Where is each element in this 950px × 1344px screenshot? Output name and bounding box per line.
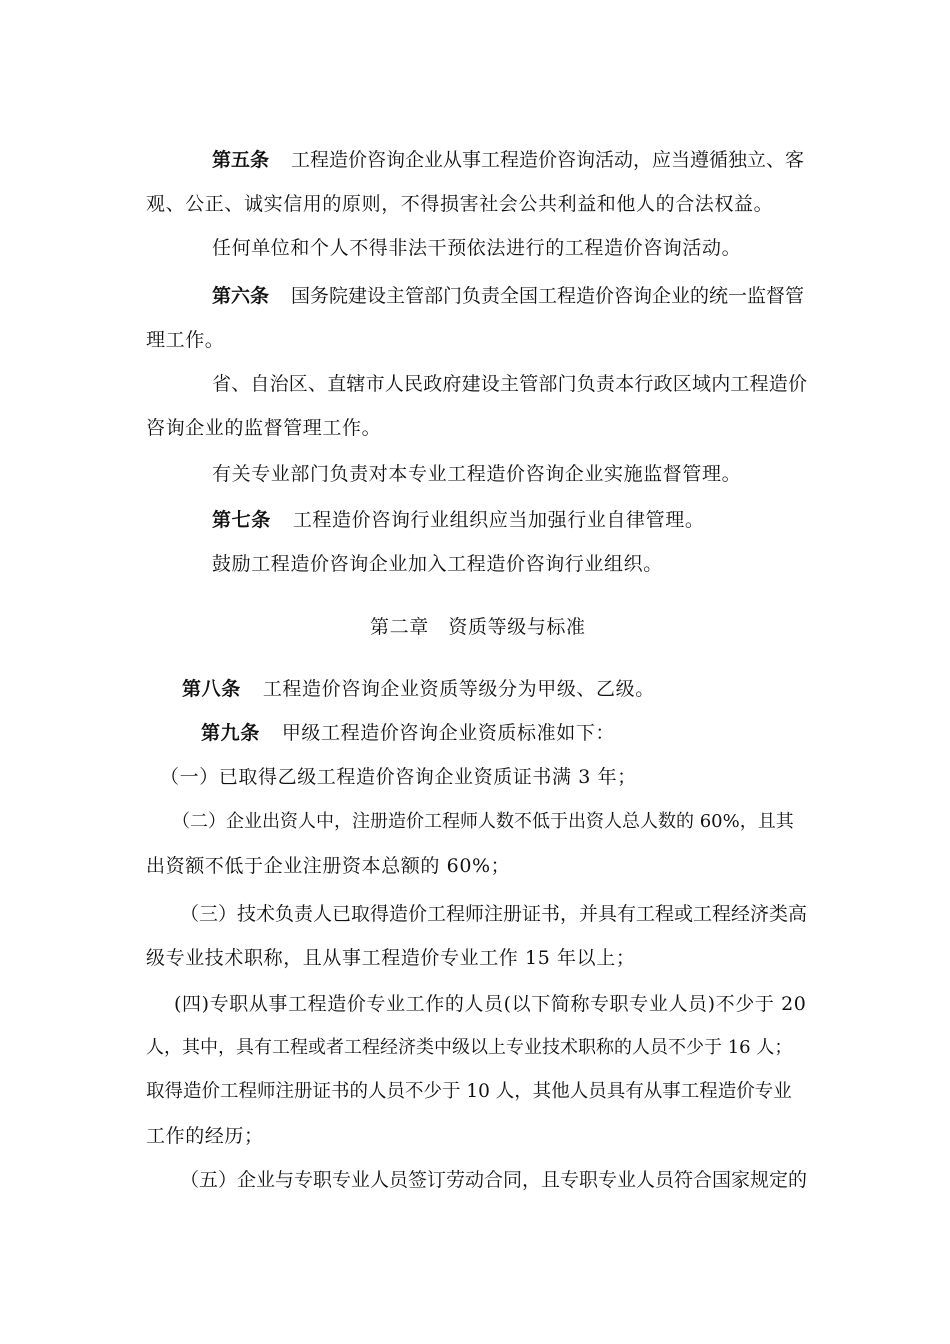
article-6-line-1 — [212, 283, 804, 309]
article-6-text: 国务院建设主管部门负责全国工程造价咨询企业的统一监督管 — [291, 285, 805, 307]
article-9-item-2-line-2: 出资额不低于企业注册资本总额的 60%； — [146, 855, 511, 877]
chapter-2-title: 第二章 资质等级与标准 — [370, 616, 586, 638]
article-9-item-1: （一）已取得乙级工程造价咨询企业资质证书满 3 年； — [160, 766, 637, 788]
article-6-paragraph-3: 有关专业部门负责对本专业工程造价咨询企业实施监督管理。 — [212, 463, 742, 485]
article-5-line-1 — [212, 147, 804, 173]
article-9-item-4-line-3: 取得造价工程师注册证书的人员不少于 10 人，其他人员具有从事工程造价专业 — [146, 1081, 792, 1102]
article-9-item-4-line-4: 工作的经历； — [146, 1125, 264, 1147]
article-9-item-5-line-1: （五）企业与专职专业人员签订劳动合同，且专职专业人员符合国家规定的 — [180, 1169, 808, 1191]
article-9-item-4-line-1: (四)专职从事工程造价专业工作的人员(以下简称专职专业人员)不少于 20 — [174, 993, 807, 1015]
article-9-item-2-line-1: （二）企业出资人中，注册造价工程师人数不低于出资人总人数的 60%，且其 — [172, 811, 794, 832]
article-9-text: 甲级工程造价咨询企业资质标准如下： — [281, 722, 616, 744]
article-8-line-1 — [182, 676, 655, 702]
article-6-paragraph-2-line-1: 省、自治区、直辖市人民政府建设主管部门负责本行政区域内工程造价 — [212, 373, 808, 395]
article-7-label: 第七条 — [212, 509, 271, 531]
article-8-label: 第八条 — [182, 678, 241, 700]
article-5-label: 第五条 — [212, 149, 270, 171]
article-5-paragraph-2: 任何单位和个人不得非法干预依法进行的工程造价咨询活动。 — [212, 237, 742, 259]
article-6-line-2: 理工作。 — [146, 329, 225, 351]
article-5-line-2: 观、公正、诚实信用的原则，不得损害社会公共利益和他人的合法权益。 — [146, 193, 774, 215]
article-9-item-3-line-1: （三）技术负责人已取得造价工程师注册证书，并具有工程或工程经济类高 — [180, 903, 808, 925]
article-7-line-1 — [212, 507, 704, 533]
article-8-text: 工程造价咨询企业资质等级分为甲级、乙级。 — [262, 678, 655, 700]
article-9-item-4-line-2: 人，其中，具有工程或者工程经济类中级以上专业技术职称的人员不少于 16 人； — [146, 1037, 793, 1058]
article-9-item-3-line-2: 级专业技术职称，且从事工程造价专业工作 15 年以上； — [146, 947, 636, 969]
article-6-paragraph-2-line-2: 咨询企业的监督管理工作。 — [146, 417, 382, 439]
article-9-line-1 — [201, 720, 615, 746]
article-7-paragraph-2: 鼓励工程造价咨询企业加入工程造价咨询行业组织。 — [212, 553, 663, 575]
article-5-text: 工程造价咨询企业从事工程造价咨询活动，应当遵循独立、客 — [291, 149, 805, 171]
article-9-label: 第九条 — [201, 722, 260, 744]
article-7-text: 工程造价咨询行业组织应当加强行业自律管理。 — [292, 509, 705, 531]
article-6-label: 第六条 — [212, 285, 270, 307]
